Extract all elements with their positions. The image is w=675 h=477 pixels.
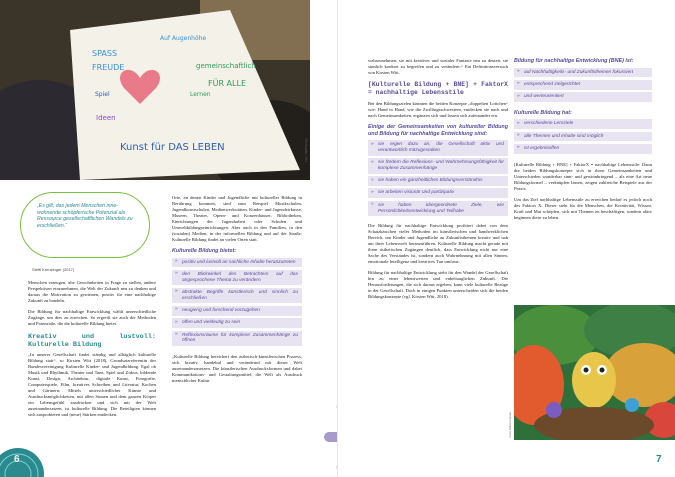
- list-item: » und werteorientiert: [514, 92, 652, 102]
- paragraph: Die Bildung für nachhaltige Entwicklung profitiert dabei von dem Schatzkästchen vieler Methoden im künstlerischen und handwerklichen Bereich, um Kinder und Jugendliche an Zukunftsthemen kreativ und nah am ihrer Lebenswelt heranzuführen. Kulturelle Bildung macht gerade mit ihren ästhetischen Zugängen deutlich, dass Entwicklung nicht nur eine Sache des Verstandes ist, sondern auch Wahrnehmung mit allen Sinnen, emotionale Intelligenz und kreatives Tun umfasst.: [368, 223, 508, 265]
- poster-word: Kunst für DAS LEBEN: [120, 142, 225, 153]
- photo-credit: Foto: Maren Hesse: [508, 412, 512, 438]
- list-item: » verschiedene Lernziele: [514, 119, 652, 129]
- list-item: » neugierig und forschend vorzugehen: [172, 306, 302, 316]
- poster-word: Auf Augenhöhe: [160, 35, 207, 42]
- list-item: » sie arbeiten visionär und partizipativ: [368, 188, 508, 198]
- list-item: » entsprechend zielgerichtet: [514, 80, 652, 90]
- clay-figures-illustration: [514, 305, 675, 440]
- left-page: [0, 0, 337, 477]
- page-number: 7: [656, 454, 662, 465]
- workshop-photo: [0, 0, 310, 180]
- poster-word: gemeinschaftlich: [196, 62, 256, 70]
- list-item: » sie haben übergeordnete Ziele, wie Persönlichkeitsentwicklung und Teilhabe: [368, 201, 508, 217]
- right-column-1: [368, 58, 508, 305]
- page-corner-swirl: [0, 440, 50, 477]
- page-number: 6: [14, 454, 20, 465]
- paragraph: Bildung für nachhaltige Entwicklung steht für den Wandel der Gesellschaft hin zu einer lebenswerten und enkeltauglichen Zukunft. Die Herausforderungen, die sich daraus ergeben, kann viele kulturelle Bezüge in der Gesellschaft. Doch in einigen Punkten unterscheiden sich die beiden Bildungskonzepte (vgl. Kirsten Witt, 2018).: [368, 270, 508, 300]
- list-item: » Reflexionsräume für komplexe Zusammenhänge zu öffnen: [172, 331, 302, 347]
- list-item: » sie regen dazu an, die Gesellschaft aktiv und verantwortlich mitzugestalten: [368, 140, 508, 156]
- poster-word: Spiel: [95, 91, 110, 98]
- list-item: » offen und vieldeutig zu sein: [172, 318, 302, 328]
- paragraph: Um das Ziel nachhaltige Lebensstile zu erreichen bedarf es jedoch noch des Faktors X: Dieser steht für die Menschen, die Kreativität, Wissen, Kraft und Mut schöpfen, sich mit Themen zu beschäftigen, sondern aktiv beginnen diese zu leben.: [514, 196, 652, 220]
- poster-word: FREUDE: [92, 63, 125, 72]
- quote-author: Steffi Kreuzinger (2017): [32, 267, 75, 272]
- right-page: [337, 0, 675, 477]
- quote-text: „Es gilt, das jedem Menschen innewohnende schöpferische Potenzial als Ressource gesellschaftlichen Wandels zu erschließen.“: [37, 203, 133, 229]
- box-title: Kulturelle Bildung bietet:: [172, 248, 237, 254]
- left-column-1: [28, 280, 156, 423]
- poster-word: FÜR ALLE: [208, 79, 246, 88]
- list-item: » alle Themen und Inhalte sind möglich: [514, 132, 652, 142]
- paragraph: wahrzunehmen, sie mit kreativer und sozialer Fantasie neu zu deuten, sie sinnlich konkret zu begreifen und zu verändern.“ Ein Definitionsversuch von Kirsten Witt.: [368, 58, 508, 75]
- left-column-2: [172, 195, 302, 389]
- photo-credit: Foto: Steffi Knopp: [304, 138, 308, 162]
- poster-word: Lernen: [190, 91, 211, 98]
- paragraph: [Kulturelle Bildung + BNE] + FaktorX = nachhaltige Lebensstile: Dann die beiden Bildungskonzepte sich in ihren Gemeinsamkeiten und Unterschieden wunderbar sinn- und gewinnbringend – als eine Art neue Bildungsformel – verknüpfen lassen, zeigen zahlreiche Beispiele aus der Praxis.: [514, 161, 652, 191]
- poster-word: Ideen: [96, 114, 116, 122]
- paragraph: Bei den Bildungszielen könnten die beiden Konzepte „doppelten Lottchen“ wie: Hand in Hand, wie die Zwillingsschwestern, entdecken sie nach und nach Gemeinsamkeiten, ergänzen sich und lassen sich aufeinander ein.: [368, 101, 508, 118]
- section-heading: Kreativ und lustvoll: Kulturelle Bildung: [28, 333, 156, 349]
- list-item: » auf Nachhaltigkeits- und Zukunftsthemen fokussiert: [514, 68, 652, 78]
- list-item: » abstrakte Begriffe künstlerisch und sinnlich zu erschließen: [172, 288, 302, 304]
- right-column-2: [514, 58, 652, 226]
- paragraph: Die Bildung für nachhaltige Entwicklung wählt unterschiedliche Zugänge, um dies zu erreichen. So ergreift sie auch die Methoden und Potenziale, die die kulturelle Bildung bietet.: [28, 309, 156, 326]
- quote-box: [20, 192, 150, 258]
- box-title: Bildung für nachhaltige Entwicklung (BNE) ist:: [514, 58, 634, 64]
- list-item: » sie fördern die Reflexions- und Wahrnehmungsfähigkeit für komplexe Zusammenhänge: [368, 158, 508, 174]
- section-heading: [Kulturelle Bildung + BNE] + FaktorX = nachhaltige Lebensstile: [368, 81, 508, 96]
- list-item: » positiv und lustvoll an sachliche Inhalte heranzutreten: [172, 258, 302, 268]
- paragraph: Menschen erzeugen, alte Gewohnheiten in Frage zu stellen, andere Perspektiven einzunehmen, die Welt der Zukunft neu zu denken und daraus die Motivation zu gewinnen, positiv für eine nachhaltige Zukunft zu handeln.: [28, 280, 156, 303]
- box-title: Einige der Gemeinsamkeiten von kultureller Bildung und Bildung für nachhaltige Entwicklung sind:: [368, 124, 508, 137]
- paragraph: Orte, an denen Kinder und Jugendliche mit kultureller Bildung in Berührung kommen, sind zum Beispiel Musikschulen, Jugendkunstschulen, Medienwerkstätten, Kinder- und Jugendzirkusse, Museen, Theater, Opern- und Konzerthäuser, Bibliotheken, Einrichtungen der Jugendarbeit oder Schulen und Umweltbildungseinrichtungen. Aber auch in den Familien, in den (sozialen) Medien, in der informellen Bildung und auf der Straße: Kulturelle Bildung findet an vielen Orten statt.: [172, 195, 302, 242]
- list-item: » ist ergebnisoffen: [514, 144, 652, 154]
- workshop-photo-illustration: [0, 0, 310, 180]
- paragraph: „Kulturelle Bildung bereichert den ästhetisch-künstlerischen Prozess, sich kreativ, handelnd und verändernd mit dieser Welt auseinanderzusetzen. Die künstlerischen Ausdrucksformen und dabei Kommunikations- und Gestaltungsmittel, die Welt als Ausdruck menschlicher Kultur: [172, 354, 302, 384]
- poster-word: SPASS: [92, 49, 118, 58]
- list-item: » den Blickwinkel des Betrachters auf das angesprochene Thema zu verändern: [172, 270, 302, 286]
- paragraph: „In unserer Gesellschaft findet ständig und alltäglich kulturelle Bildung statt“, so Kirsten Witt (2018), Grundsatzreferentin der Bundesvereinigung Kulturelle Kinder- und Jugendbildung. Egal ob Musik und Rhythmik, Theater und Tanz, Spiel und Zirkus, bildende Kunst, Design, Architektur, digitale Kunst, Fotografie, Computerspiele, Film, kreatives Schreiben und Literatur, Kochen und Gärtnern: Mittels unterschiedlicher Künste und Ausdrucksmöglichkeiten, mit allen Sinnen und dem ganzen Körper ein Lebensgefühl ausdrücken und sich mit der Welt auseinandersetzen, ist kulturelle Bildung. Die Beteiligten können sich ausprobieren und (neue) Stärken entdecken.: [28, 352, 156, 417]
- box-title: Kulturelle Bildung hat:: [514, 109, 572, 116]
- clay-figures-photo: [514, 305, 675, 440]
- list-item: » sie haben ein ganzheitliches Bildungsverständnis: [368, 176, 508, 186]
